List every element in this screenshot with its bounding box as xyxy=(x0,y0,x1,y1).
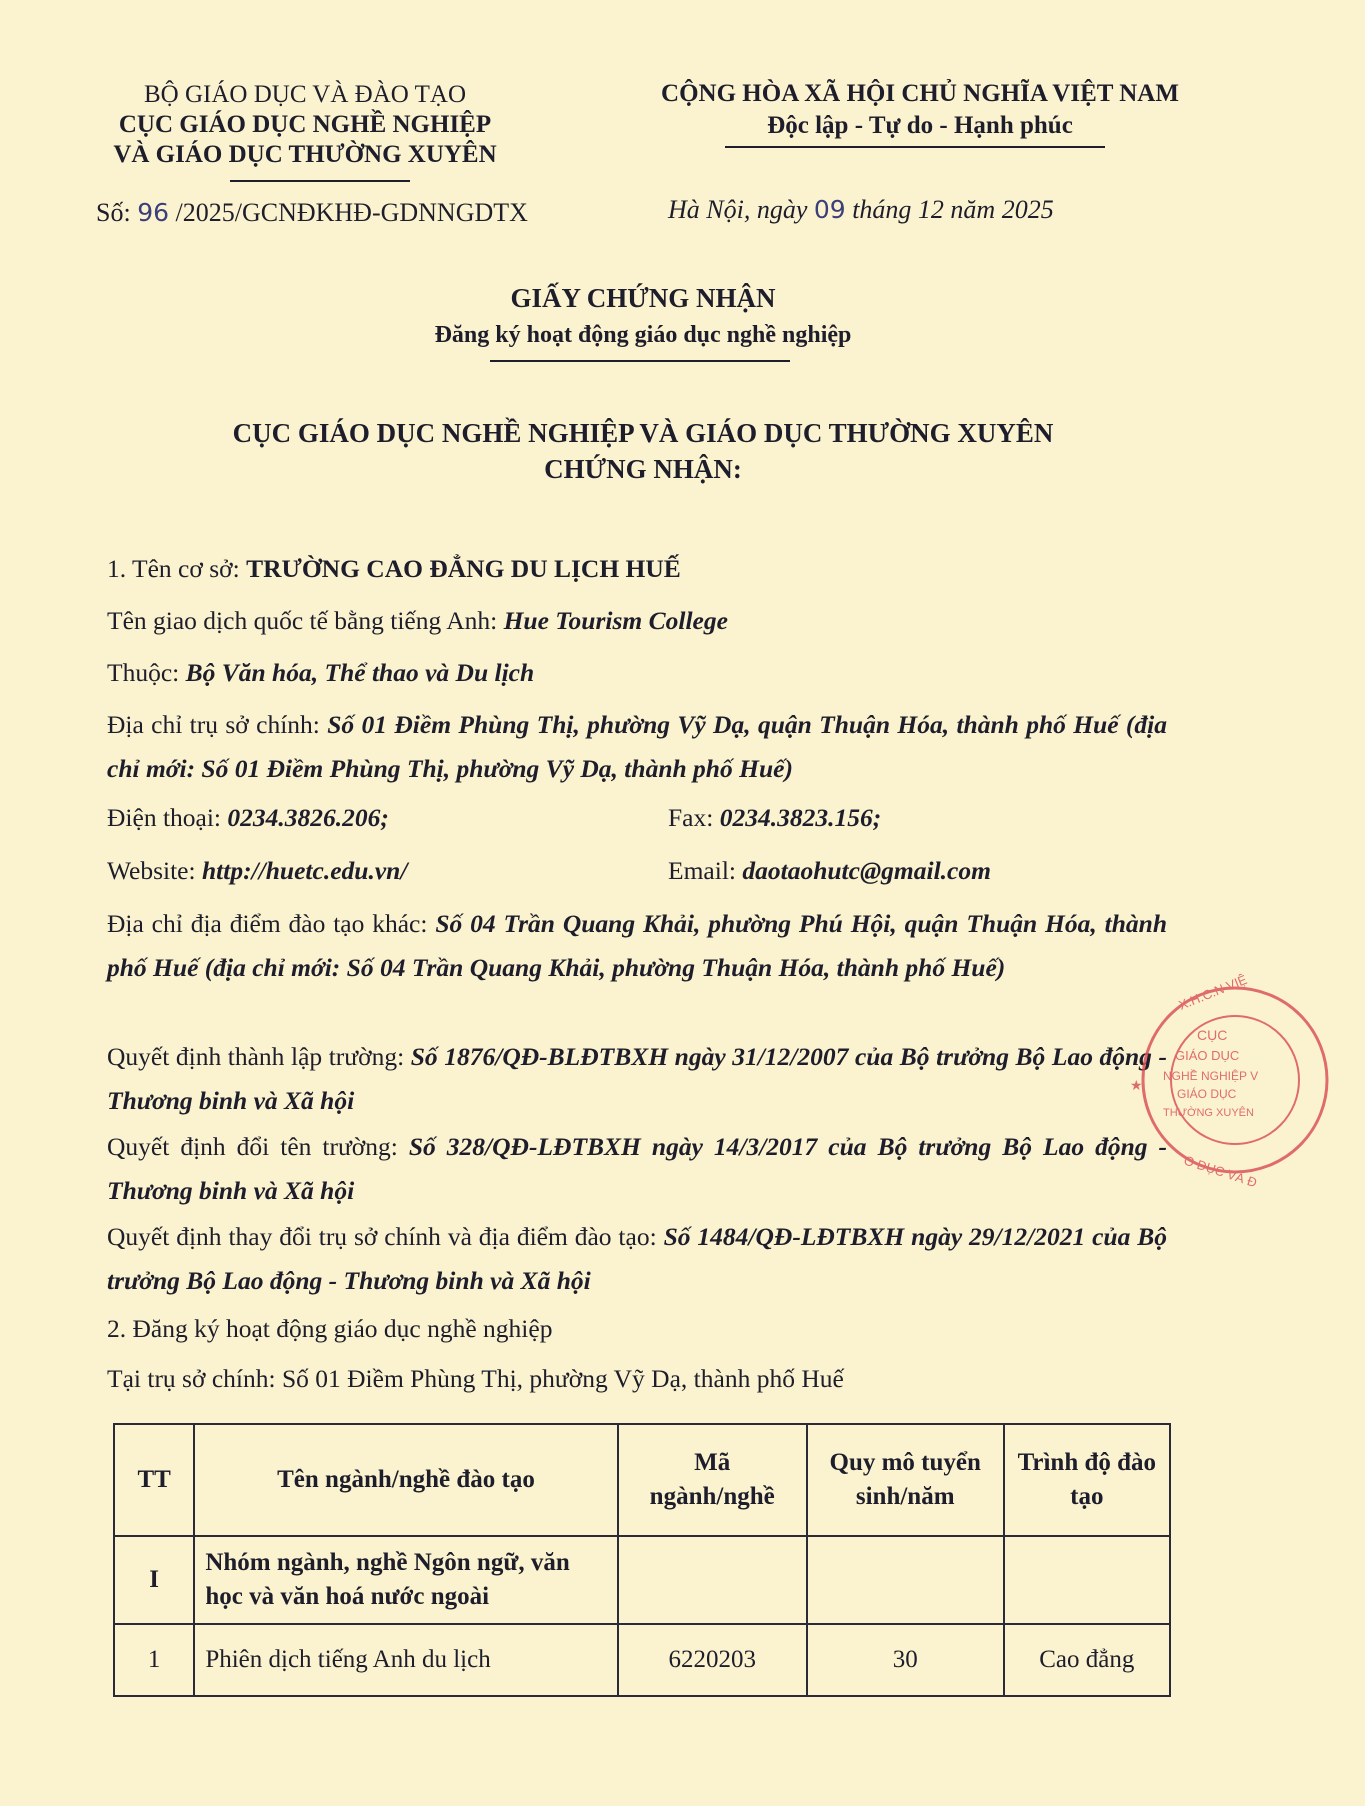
row-scale xyxy=(807,1536,1004,1624)
seal-line-3: NGHỀ NGHIỆP V xyxy=(1163,1069,1259,1083)
name-label: 1. Tên cơ sở: xyxy=(107,554,247,583)
certifying-agency xyxy=(0,415,1286,487)
row-tt: I xyxy=(114,1536,194,1624)
phone-label: Điện thoại: xyxy=(107,803,228,832)
address-value: Số 01 Điềm Phùng Thị, phường Vỹ Dạ, quận Thuận Hóa, thành phố Huế (địa chỉ mới: Số 01 Điềm Phùng Thị, phường Vỹ Dạ, thành phố Huế) xyxy=(107,710,1167,783)
rename-label: Quyết định đổi tên trường: xyxy=(107,1132,409,1161)
other-label: Địa chỉ địa điểm đào tạo khác: xyxy=(107,909,436,938)
phone-value: 0234.3826.206; xyxy=(227,803,389,832)
seal-line-1: CỤC xyxy=(1197,1027,1228,1043)
address-label: Địa chỉ trụ sở chính: xyxy=(107,710,328,739)
founding-value: Số 1876/QĐ-BLĐTBXH ngày 31/12/2007 của Bộ trưởng Bộ Lao động - Thương binh và Xã hội xyxy=(107,1042,1167,1115)
fax-label: Fax: xyxy=(668,803,720,832)
table-row xyxy=(114,1624,1170,1696)
row-scale: 30 xyxy=(807,1624,1004,1696)
table-header-row xyxy=(114,1424,1170,1536)
table-row xyxy=(114,1536,1170,1624)
seal-line-4: GIÁO DỤC xyxy=(1177,1087,1237,1101)
reference-number xyxy=(96,198,528,228)
header-program-name: Tên ngành/nghề đào tạo xyxy=(194,1424,617,1536)
seal-ring-top-text: X.H.C.N VIỆ xyxy=(1176,971,1250,1013)
section2-title: 2. Đăng ký hoạt động giáo dục nghề nghiệp xyxy=(107,1314,553,1343)
ref-suffix: /2025/GCNĐKHĐ-GDNNGDTX xyxy=(169,198,528,227)
other-value: Số 04 Trần Quang Khải, phường Phú Hội, quận Thuận Hóa, thành phố Huế (địa chỉ mới: Số 04 Trần Quang Khải, phường Thuận Hóa, thành phố Huế) xyxy=(107,909,1168,982)
belongs-row xyxy=(107,658,534,688)
country-name: CỘNG HÒA XÃ HỘI CHỦ NGHĨA VIỆT NAM xyxy=(661,80,1179,107)
ref-prefix: Số: xyxy=(96,198,138,227)
department-name-line1: CỤC GIÁO DỤC NGHỀ NGHIỆP xyxy=(118,111,492,138)
rename-value: Số 328/QĐ-LĐTBXH ngày 14/3/2017 của Bộ trưởng Bộ Lao động - Thương binh và Xã hội xyxy=(107,1132,1167,1205)
founding-label: Quyết định thành lập trường: xyxy=(107,1042,411,1071)
ministry-name: BỘ GIÁO DỤC VÀ ĐÀO TẠO xyxy=(144,81,466,108)
intl-name-row xyxy=(107,606,728,636)
header-program-code: Mã ngành/nghề xyxy=(618,1424,807,1536)
institution-name: TRƯỜNG CAO ĐẲNG DU LỊCH HUẾ xyxy=(246,554,681,583)
website-row xyxy=(107,856,407,886)
certificate-subtitle: Đăng ký hoạt động giáo dục nghề nghiệp xyxy=(434,322,852,348)
row-name: Nhóm ngành, nghề Ngôn ngữ, văn học và văn hoá nước ngoài xyxy=(194,1536,617,1624)
phone-row xyxy=(107,803,389,833)
row-code xyxy=(618,1536,807,1624)
email-label: Email: xyxy=(668,856,743,885)
department-name-line2: VÀ GIÁO DỤC THƯỜNG XUYÊN xyxy=(113,141,497,168)
date-day-handwritten: 09 xyxy=(813,195,846,224)
address-paragraph xyxy=(107,703,1167,791)
header-training-level: Trình độ đào tạo xyxy=(1004,1424,1170,1536)
change-decision-paragraph xyxy=(107,1215,1167,1303)
change-value: Số 1484/QĐ-LĐTBXH ngày 29/12/2021 của Bộ trưởng Bộ Lao động - Thương binh và Xã hội xyxy=(107,1222,1168,1295)
email-value: daotaohutc@gmail.com xyxy=(742,856,991,885)
seal-line-2: GIÁO DỤC xyxy=(1175,1048,1240,1063)
star-icon: ★ xyxy=(1130,1078,1143,1094)
training-programs-table xyxy=(113,1423,1171,1697)
date-prefix: Hà Nội, ngày xyxy=(668,195,814,224)
belongs-label: Thuộc: xyxy=(107,658,186,687)
row-code: 6220203 xyxy=(618,1624,807,1696)
date-rest: tháng 12 năm 2025 xyxy=(845,195,1054,224)
motto-underline xyxy=(725,146,1105,148)
certificate-title: GIẤY CHỨNG NHẬN xyxy=(510,283,776,313)
row-level: Cao đẳng xyxy=(1004,1624,1170,1696)
row-name: Phiên dịch tiếng Anh du lịch xyxy=(194,1624,617,1696)
agency-line2: CHỨNG NHẬN: xyxy=(544,454,742,484)
row-tt: 1 xyxy=(114,1624,194,1696)
rename-decision-paragraph xyxy=(107,1125,1167,1213)
website-value: http://huetc.edu.vn/ xyxy=(201,856,408,885)
website-label: Website: xyxy=(107,856,202,885)
fax-row xyxy=(668,803,881,833)
issuing-authority xyxy=(90,80,520,170)
intl-name: Hue Tourism College xyxy=(503,606,728,635)
other-location-paragraph xyxy=(107,902,1167,990)
founding-decision-paragraph xyxy=(107,1035,1167,1123)
row-level xyxy=(1004,1536,1170,1624)
intl-label: Tên giao dịch quốc tế bằng tiếng Anh: xyxy=(107,606,504,635)
seal-line-5: THƯỜNG XUYÊN xyxy=(1163,1107,1254,1119)
seal-graphic xyxy=(1105,971,1365,1191)
issue-date xyxy=(668,195,1054,225)
institution-name-row xyxy=(107,554,681,584)
fax-value: 0234.3823.156; xyxy=(719,803,882,832)
ref-number-handwritten: 96 xyxy=(137,198,169,227)
belongs-value: Bộ Văn hóa, Thể thao và Du lịch xyxy=(185,658,535,687)
motto: Độc lập - Tự do - Hạnh phúc xyxy=(767,112,1073,139)
seal-ring-bottom-text: O DỤC VÀ Đ xyxy=(1182,1152,1259,1191)
header-enrollment-scale: Quy mô tuyển sinh/năm xyxy=(807,1424,1004,1536)
authority-underline xyxy=(230,180,410,182)
national-motto xyxy=(620,78,1220,142)
official-seal xyxy=(1105,971,1285,1191)
agency-line1: CỤC GIÁO DỤC NGHỀ NGHIỆP VÀ GIÁO DỤC THƯỜNG XUYÊN xyxy=(232,418,1054,448)
section2-location: Tại trụ sở chính: Số 01 Điềm Phùng Thị, phường Vỹ Dạ, thành phố Huế xyxy=(107,1364,844,1393)
header-tt: TT xyxy=(114,1424,194,1536)
change-label: Quyết định thay đổi trụ sở chính và địa điểm đào tạo: xyxy=(107,1222,664,1251)
subtitle-underline xyxy=(490,360,790,362)
email-row xyxy=(668,856,991,886)
